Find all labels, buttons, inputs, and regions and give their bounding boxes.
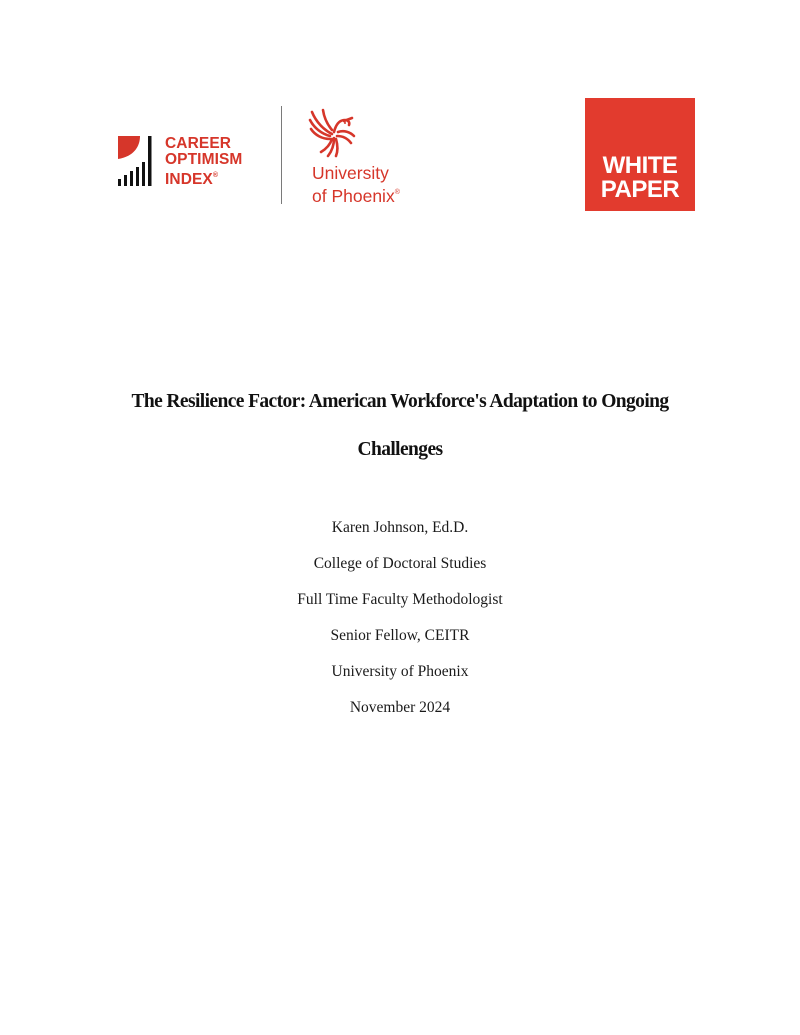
bar-chart-logo-icon — [117, 135, 155, 187]
registered-mark: ® — [212, 172, 219, 179]
white-paper-badge — [585, 98, 695, 211]
logo-divider — [281, 106, 282, 204]
cei-line-optimism: OPTIMISM — [165, 151, 243, 168]
white-paper-line-paper: PAPER — [600, 176, 680, 203]
registered-mark: ® — [394, 189, 400, 196]
title-line-2: Challenges — [357, 439, 443, 460]
author-position: Full Time Faculty Methodologist — [297, 591, 503, 608]
document-title — [60, 378, 740, 474]
author-block — [100, 510, 700, 726]
career-optimism-index-logo — [117, 135, 267, 187]
phoenix-bird-icon — [308, 108, 360, 158]
university-of-phoenix-wordmark — [312, 163, 400, 206]
author-fellowship: Senior Fellow, CEITR — [330, 627, 470, 644]
uop-line-university: University — [312, 163, 389, 183]
career-optimism-index-wordmark — [165, 136, 242, 188]
publication-date: November 2024 — [349, 699, 451, 716]
white-paper-label — [585, 154, 695, 202]
author-college: College of Doctoral Studies — [313, 555, 487, 572]
author-name: Karen Johnson, Ed.D. — [331, 519, 469, 536]
title-line-1: The Resilience Factor: American Workforce's Adaptation to Ongoing — [131, 391, 669, 412]
white-paper-line-white: WHITE — [602, 152, 678, 179]
university-of-phoenix-logo — [308, 108, 428, 208]
cei-line-index: INDEX — [165, 171, 213, 188]
cei-line-career: CAREER — [165, 135, 232, 152]
uop-line-of-phoenix: of Phoenix — [312, 186, 395, 206]
author-institution: University of Phoenix — [331, 663, 469, 680]
